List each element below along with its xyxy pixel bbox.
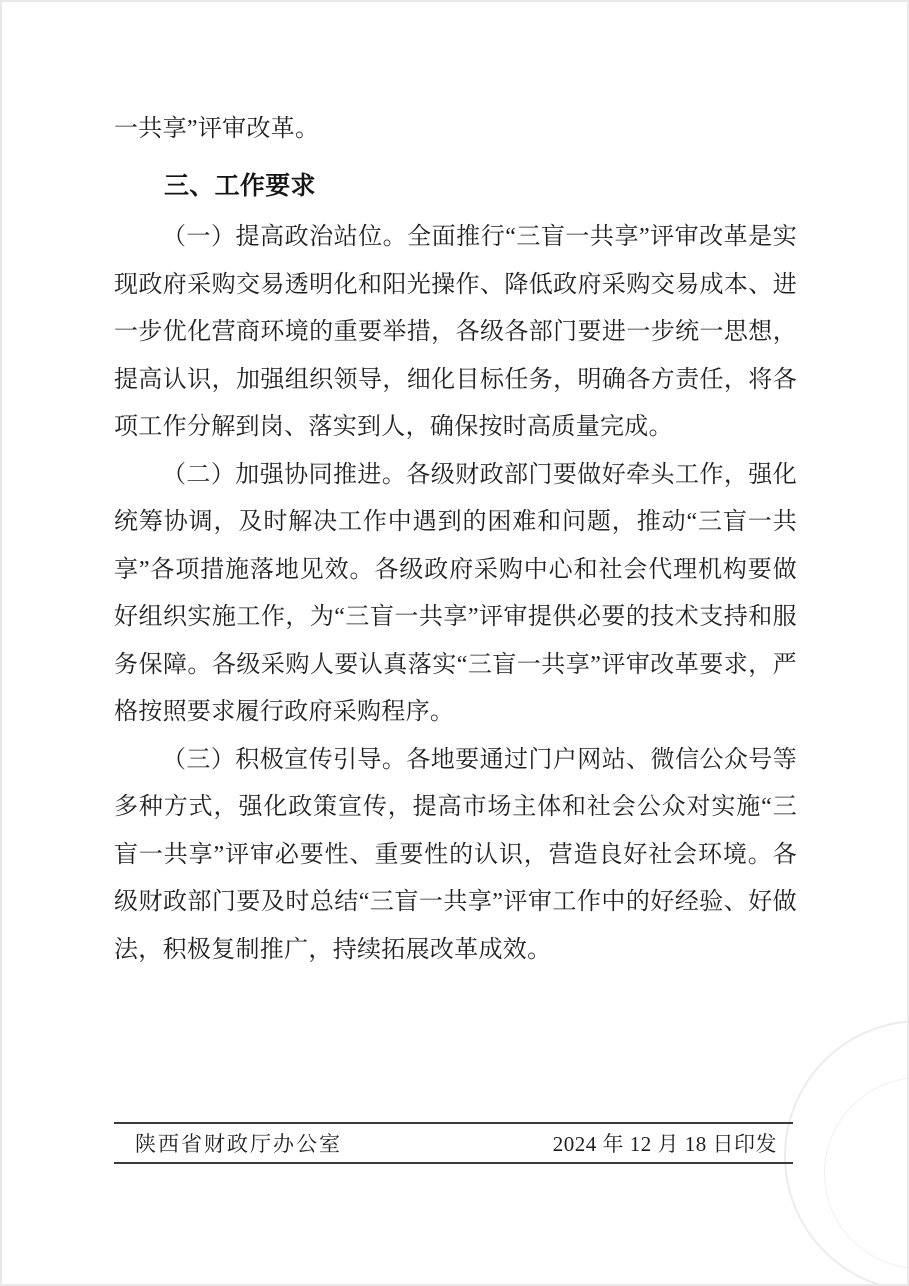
issuing-office-label: 陕西省财政厅办公室 bbox=[135, 1132, 342, 1156]
print-date-label: 2024 年 12 月 18 日印发 bbox=[552, 1132, 777, 1156]
paragraph-3-text: 各地要通过门户网站、微信公众号等多种方式，强化政策宣传，提高市场主体和社会公众对实施“三盲一共享”评审必要性、重要性的认识，营造良好社会环境。各级财政部门要及时总结“三盲一共享”评审工作中的好经验、好做法，积极复制推广，持续拓展改革成效。 bbox=[114, 746, 797, 963]
document-footer bbox=[114, 1122, 793, 1164]
section-heading: 三、工作要求 bbox=[164, 171, 316, 200]
paragraph-2-lead: （二）加强协同推进。 bbox=[162, 461, 407, 488]
document-body bbox=[114, 106, 797, 974]
paragraph-3 bbox=[114, 737, 797, 975]
paragraph-1-lead: （一）提高政治站位。 bbox=[162, 224, 408, 250]
paragraph-2-text: 各级财政部门要做好牵头工作，强化统筹协调，及时解决工作中遇到的困难和问题，推动“三盲一共享”各项措施落地见效。各级政府采购中心和社会代理机构要做好组织实施工作，为“三盲一共享”评审提供必要的技术支持和服务保障。各级采购人要认真落实“三盲一共享”评审改革要求，严格按照要求履行政府采购程序。 bbox=[114, 461, 797, 725]
paragraph-2 bbox=[114, 452, 797, 737]
paragraph-3-lead: （三）积极宣传引导。 bbox=[162, 746, 407, 773]
paragraph-1-text: 全面推行“三盲一共享”评审改革是实现政府采购交易透明化和阳光操作、降低政府采购交易成本、进一步优化营商环境的重要举措，各级各部门要进一步统一思想，提高认识，加强组织领导，细化目标任务，明确各方责任，将各项工作分解到岗、落实到人，确保按时高质量完成。 bbox=[114, 224, 798, 440]
continuation-line: 一共享”评审改革。 bbox=[114, 116, 320, 142]
paragraph-1 bbox=[114, 214, 797, 452]
